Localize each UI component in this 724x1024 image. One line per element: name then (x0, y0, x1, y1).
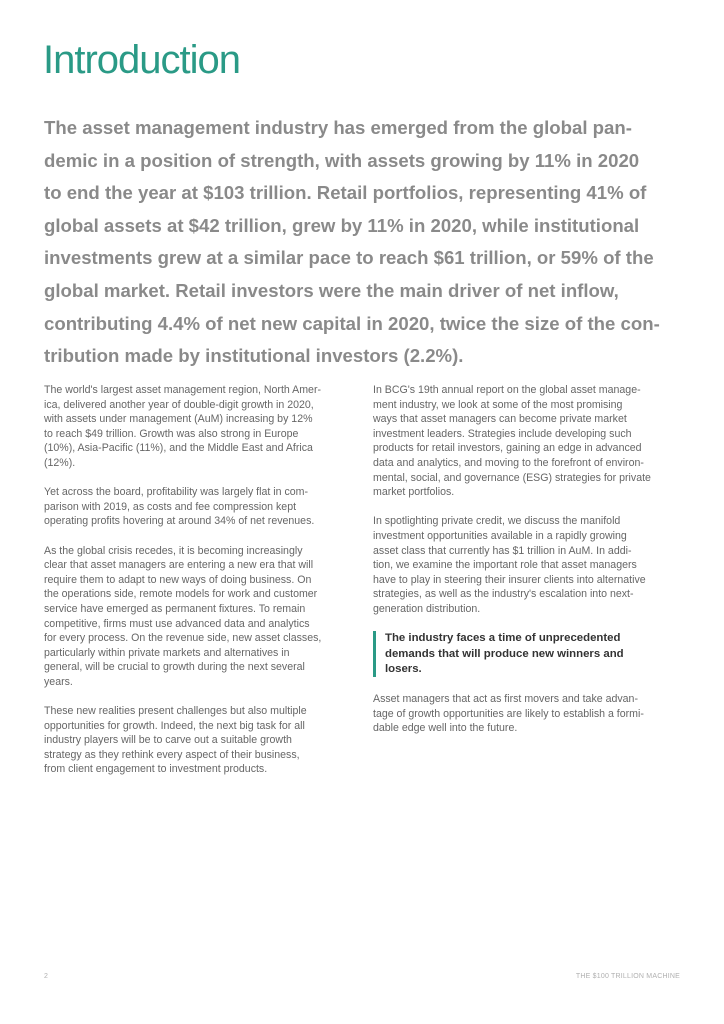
text-line: require them to adapt to new ways of doing business. On (44, 573, 312, 586)
page-number: 2 (44, 973, 48, 980)
text-line: years. (44, 675, 73, 688)
text-line: tion, we examine the important role that asset managers (373, 559, 637, 572)
text-line: parison with 2019, as costs and fee compression kept (44, 500, 297, 513)
body-paragraph (44, 544, 354, 690)
text-line: Yet across the board, profitability was largely flat in com- (44, 486, 308, 499)
body-paragraph (44, 485, 354, 529)
body-paragraph (373, 383, 683, 500)
text-line: competitive, firms must use advanced data and analytics (44, 617, 310, 630)
text-line: general, will be crucial to growth during the next several (44, 661, 305, 674)
text-line: investment leaders. Strategies include developing such (373, 427, 632, 440)
lead-line: investments grew at a similar pace to reach $61 trillion, or 59% of the (44, 247, 654, 269)
text-line: have to play in steering their insurer clients into alternative (373, 573, 646, 586)
text-line: products for retail investors, gaining an edge in advanced (373, 442, 642, 455)
text-line: opportunities for growth. Indeed, the next big task for all (44, 719, 305, 732)
text-line: asset class that currently has $1 trillion in AuM. In addi- (373, 544, 632, 557)
text-line: for every process. On the revenue side, new asset classes, (44, 632, 322, 645)
text-line: Asset managers that act as first movers and take advan- (373, 692, 638, 705)
text-line: strategy as they rethink every aspect of their business, (44, 748, 300, 761)
lead-paragraph (44, 112, 684, 373)
text-line: These new realities present challenges but also multiple (44, 705, 307, 718)
text-line: generation distribution. (373, 602, 481, 615)
body-paragraph (373, 692, 683, 736)
left-column (44, 383, 354, 792)
text-line: In spotlighting private credit, we discuss the manifold (373, 515, 621, 528)
text-line: ment industry, we look at some of the most promising (373, 398, 623, 411)
text-line: market portfolios. (373, 486, 455, 499)
text-line: investment opportunities available in a rapidly growing (373, 529, 627, 542)
text-line: clear that asset managers are entering a new era that will (44, 559, 314, 572)
text-line: data and analytics, and moving to the forefront of environ- (373, 456, 644, 469)
lead-line: demic in a position of strength, with assets growing by 11% in 2020 (44, 149, 640, 171)
text-line: (10%), Asia-Pacific (11%), and the Middle East and Africa (44, 442, 313, 455)
text-line: ways that asset managers can become private market (373, 413, 627, 426)
right-column (373, 383, 683, 750)
text-line: ica, delivered another year of double-digit growth in 2020, (44, 398, 314, 411)
text-line: particularly within private markets and alternatives in (44, 646, 290, 659)
pull-quote (373, 631, 683, 677)
text-line: (12%). (44, 456, 76, 469)
pull-quote-line: demands that will produce new winners and (385, 647, 624, 660)
lead-line: to end the year at $103 trillion. Retail portfolios, representing 41% of (44, 182, 647, 204)
body-paragraph (44, 704, 354, 777)
lead-line: The asset management industry has emerged from the global pan- (44, 117, 632, 138)
text-line: operating profits hovering at around 34% of net revenues. (44, 515, 315, 528)
pull-quote-line: losers. (385, 662, 422, 675)
text-line: from client engagement to investment products. (44, 763, 268, 776)
text-line: the operations side, remote models for work and customer (44, 588, 318, 601)
body-paragraph (373, 514, 683, 616)
lead-line: contributing 4.4% of net new capital in 2020, twice the size of the con- (44, 312, 660, 334)
text-line: dable edge well into the future. (373, 722, 518, 735)
lead-line: tribution made by institutional investors (2.2%). (44, 345, 464, 367)
text-line: The world's largest asset management region, North Amer- (44, 384, 321, 396)
lead-line: global assets at $42 trillion, grew by 11% in 2020, while institutional (44, 214, 640, 236)
text-line: strategies, as well as the industry's escalation into next- (373, 588, 634, 601)
text-line: mental, social, and governance (ESG) strategies for private (373, 471, 651, 484)
text-line: service have emerged as permanent fixtures. To remain (44, 602, 306, 615)
page-title: Introduction (43, 38, 241, 82)
pull-quote-line: The industry faces a time of unprecedented (385, 632, 621, 645)
lead-line: global market. Retail investors were the main driver of net inflow, (44, 279, 619, 301)
text-line: In BCG's 19th annual report on the global asset manage- (373, 384, 641, 396)
running-title: THE $100 TRILLION MACHINE (575, 973, 680, 980)
body-paragraph (44, 383, 354, 471)
text-line: to reach $49 trillion. Growth was also strong in Europe (44, 427, 299, 440)
text-line: As the global crisis recedes, it is becoming increasingly (44, 544, 303, 557)
text-line: with assets under management (AuM) increasing by 12% (44, 413, 313, 426)
text-line: tage of growth opportunities are likely to establish a formi- (373, 707, 644, 720)
text-line: industry players will be to carve out a suitable growth (44, 734, 292, 747)
